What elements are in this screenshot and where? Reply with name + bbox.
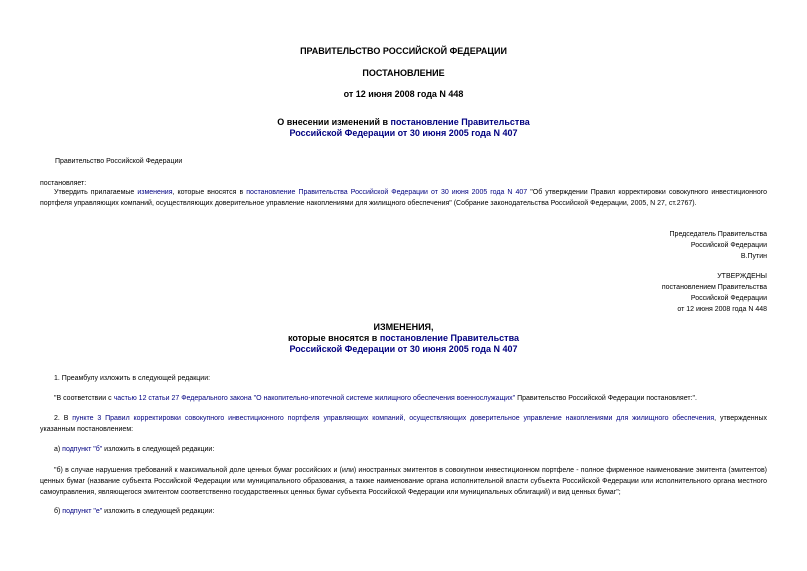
doc-date-heading: от 12 июня 2008 года N 448 [343,89,464,99]
approved-line2: постановлением Правительства [661,284,767,291]
changes-title2-link[interactable]: постановление Правительства [379,333,520,343]
item-c [40,506,767,517]
item-1-quote-start: "В соответствии с [54,395,114,402]
gov-text: Правительство Российской Федерации [55,158,183,165]
changes-title2-prefix: которые вносятся в [287,333,380,343]
signature-line1: Председатель Правительства [669,231,767,238]
p1-mid: , которые вносятся в [172,189,247,196]
item-1: 1. Преамбулу изложить в следующей редакции: [54,375,211,382]
approved-block [662,271,767,315]
item-1-quote [40,393,767,404]
title-link-part1[interactable]: постановление Правительства [390,117,530,127]
signature-block [670,229,767,262]
law-link[interactable]: частью 12 статьи 27 Федерального закона "О накопительно-ипотечной системе жилищного обеспечения военнослужащих" [113,395,516,402]
signature-line3: В.Путин [740,253,767,260]
doc-title-line1 [0,117,807,127]
item-2 [40,413,767,435]
item-b-quote: "б) в случае нарушения требований к максимальной доле ценных бумаг российских и (или) иностранных эмитентов в совокупном инвестиционном портфеле - полное фирменное наименование эмитента (эмитентов) ценных бумаг (название субъекта Российской Федерации или муниципального образования, а также наименование органа исполнительной власти субъекта Российской Федерации или исполнительного органа местного самоуправления, являющегося эмитентом соответственно государственных ценных бумаг субъекта Российской Федерации или муниципальных облигаций) и вид ценных бумаг"; [40,467,767,496]
doc-title-line2 [0,128,807,138]
p1-start: Утвердить прилагаемые [54,189,138,196]
title-prefix: О внесении изменений в [277,117,391,127]
changes-title2 [0,333,807,343]
changes-link[interactable]: изменения [137,189,173,196]
org-heading: ПРАВИТЕЛЬСТВО РОССИЙСКОЙ ФЕДЕРАЦИИ [300,46,507,56]
item-c-start: б) [54,508,63,515]
doc-type-heading: ПОСТАНОВЛЕНИЕ [362,68,445,78]
decree-407-link[interactable]: постановление Правительства Российской Федерации от 30 июня 2005 года N 407 [246,189,528,196]
item-a-end: изложить в следующей редакции: [102,446,215,453]
changes-title1: ИЗМЕНЕНИЯ, [373,322,434,332]
rules-point3-link[interactable]: пункте 3 Правил корректировки совокупного инвестиционного портфеля управляющих компаний, осуществляющих доверительное управление накоплениями для жилищного обеспечения [72,415,715,422]
approved-line3: Российской Федерации [690,295,767,302]
subpoint-b-link[interactable]: подпункт "б" [62,446,103,453]
signature-line2: Российской Федерации [690,242,767,249]
decrees-text: постановляет: [40,180,87,187]
item-a [40,444,767,455]
title-link-part2[interactable]: Российской Федерации от 30 июня 2005 года N 407 [289,128,518,138]
subpoint-e-link[interactable]: подпункт "е" [62,508,103,515]
approved-line4: от 12 июня 2008 года N 448 [677,306,767,313]
changes-title3-link[interactable]: Российской Федерации от 30 июня 2005 года N 407 [289,344,518,354]
item-2-start: 2. В [54,415,73,422]
p1-end: "Об утверждении Правил корректировки совокупного инвестиционного портфеля управляющих компаний, осуществляющих доверительное управление накоплениями для жилищного обеспечения" (Собрание законодательства Российской Федерации, 2005, N 27, ст.2767). [40,189,768,207]
approved-line1: УТВЕРЖДЕНЫ [717,273,767,280]
paragraph-approve [40,187,767,209]
item-c-end: изложить в следующей редакции: [102,508,215,515]
item-1-quote-end: Правительство Российской Федерации постановляет:". [515,395,697,402]
changes-title3 [0,344,807,354]
item-a-start: а) [54,446,63,453]
item-2-end: , утвержденных указанным постановлением: [40,415,767,433]
